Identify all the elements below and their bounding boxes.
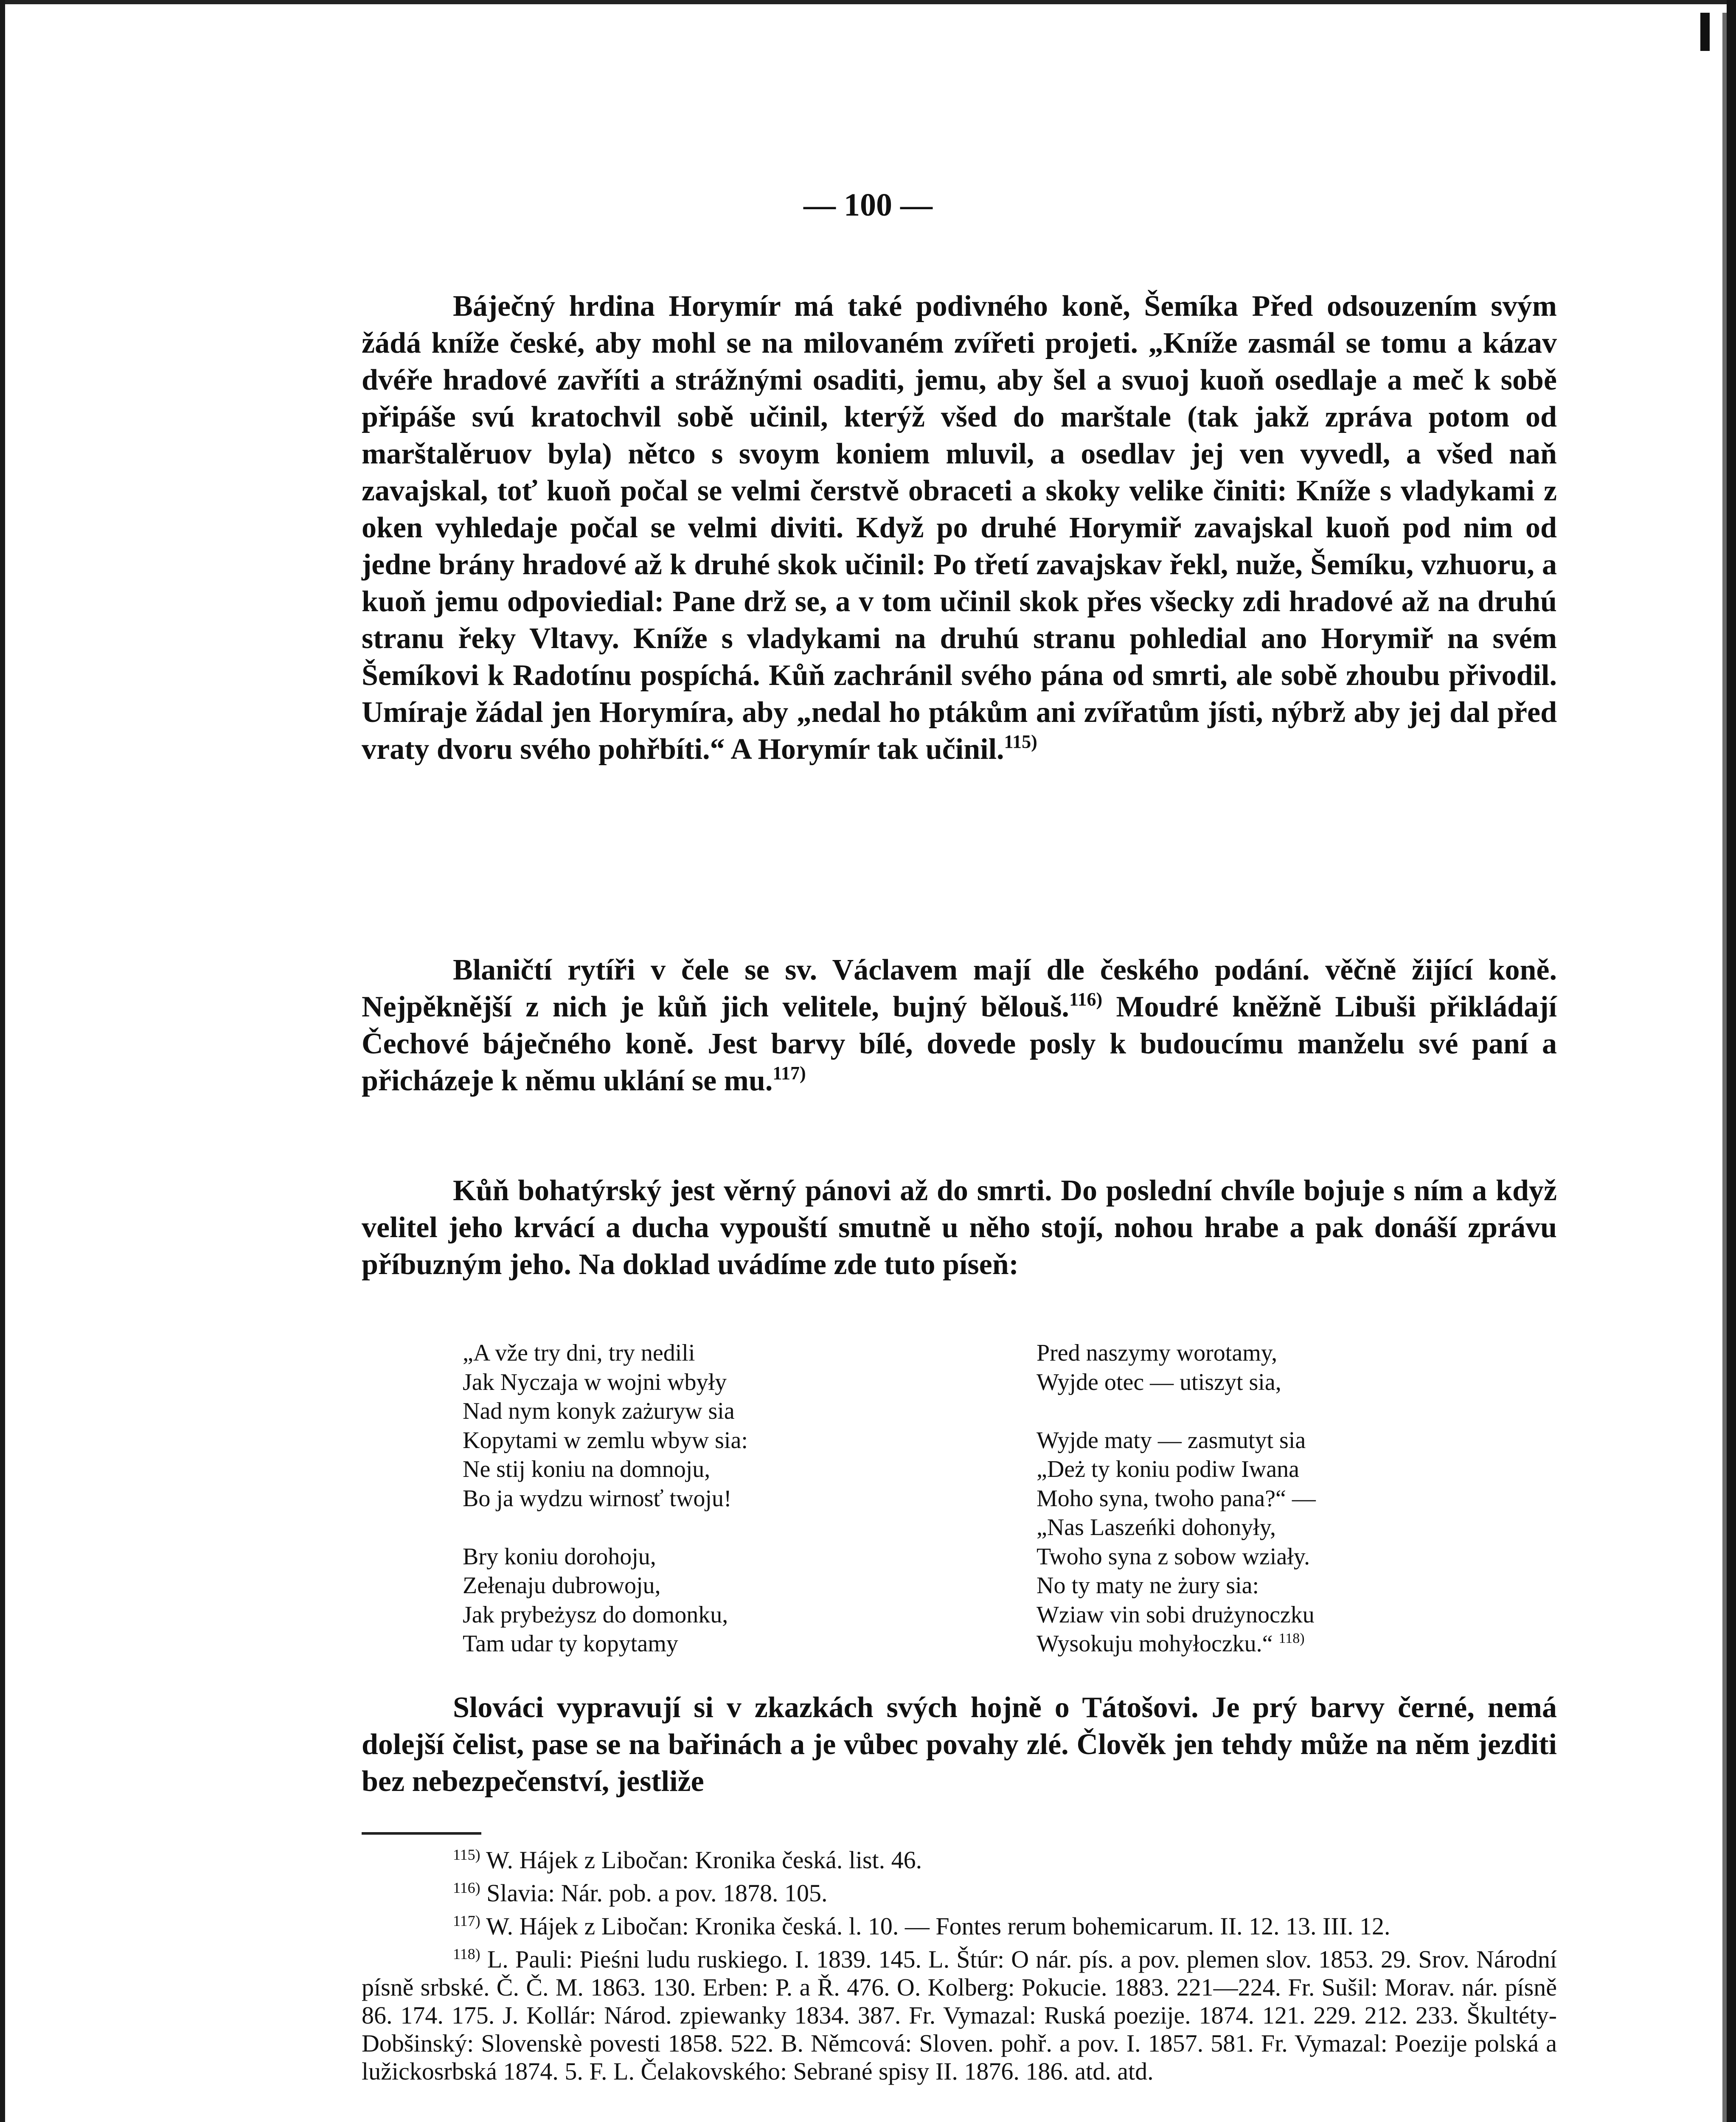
poem-line: Bo ja wydzu wirnosť twoju! — [463, 1485, 732, 1512]
footnote-number: 115) — [453, 1846, 480, 1863]
paragraph-text: Blaničtí rytíři v čele se sv. Václavem mají dle českého podání. věčně žijící koně. Nejpěknější z nich je kůň jich velitele, bujný bělouš. — [362, 954, 1557, 1023]
poem-line-text: Wysokuju mohyłoczku.“ — [1037, 1631, 1273, 1657]
poem-line: Zełenaju dubrowoju, — [463, 1572, 661, 1599]
poem-line: „A vže try dni, try nedili — [463, 1340, 695, 1366]
paragraph-blanik-knights — [362, 952, 1557, 1099]
poem-line: Nad nym konyk zażuryw sia — [463, 1398, 735, 1424]
footnote-116 — [362, 1879, 1557, 1907]
footnote-ref-118: 118) — [1278, 1631, 1305, 1646]
poem-line: Pred naszymy worotamy, — [1037, 1340, 1278, 1366]
paragraph-heroic-horse — [362, 1172, 1557, 1283]
poem-line: „Deż ty koniu podiw Iwana — [1037, 1456, 1299, 1482]
footnote-text: L. Pauli: Pieśni ludu ruskiego. I. 1839. 145. L. Štúr: O nár. pís. a pov. plemen slov. 1853. 29. Srov. Národní písně srbské. Č. Č. M. 1863. 130. Erben: P. a Ř. 476. O. Kolberg: Pokucie. 1883. 221—224. Fr. Sušil: Morav. nár. písně 86. 174. 175. J. Kollár: Národ. zpiewanky 1834. 387. Fr. Vymazal: Ruská poezije. 1874. 121. 229. 212. 233. Škultéty-Dobšinský: Slovenskè povesti 1858. 522. B. Němcová: Sloven. pohř. a pov. I. 1857. 581. Fr. Vymazal: Poezije polská a lužickosrbská 1874. 5. F. L. Čelakovského: Sebrané spisy II. 1876. 186. atd. atd. — [362, 1945, 1557, 2085]
paragraph-text: Slováci vypravují si v zkazkách svých hojně o Tátošovi. Je prý barvy černé, nemá dolejší čelist, pase se na bařinách a je vůbec povahy zlé. Člověk jen tehdy může na něm jezditi bez nebezpečenství, jestliže — [362, 1691, 1557, 1798]
poem-line: Tam udar ty kopytamy — [463, 1631, 678, 1657]
footnote-text: W. Hájek z Libočan: Kronika česká. list. 46. — [486, 1846, 922, 1874]
poem-line: Wyjde otec — utiszyt sia, — [1037, 1369, 1281, 1395]
poem-line: Twoho syna z sobow wziały. — [1037, 1543, 1310, 1570]
footnote-rule — [362, 1832, 481, 1835]
footnote-ref-116: 116) — [1069, 989, 1103, 1010]
footnote-text: W. Hájek z Libočan: Kronika česká. l. 10. — Fontes rerum bohemicarum. II. 12. 13. III. 12. — [486, 1912, 1390, 1940]
poem-line: No ty maty ne żury sia: — [1037, 1572, 1259, 1599]
stanza-gap — [1037, 1397, 1316, 1426]
poem-line: Wziaw vin sobi drużynoczku — [1037, 1601, 1315, 1628]
poem-line: Bry koniu dorohoju, — [463, 1543, 656, 1570]
poem-line: Wyjde maty — zasmutyt sia — [1037, 1427, 1306, 1454]
paragraph-horymir — [362, 288, 1557, 768]
poem-right-column — [1037, 1339, 1316, 1659]
scan-border-top — [0, 0, 1736, 4]
paragraph-text: Kůň bohatýrský jest věrný pánovi až do smrti. Do poslední chvíle bojuje s ním a když velitel jeho krvácí a ducha vypouští smutně u něho stojí, nohou hrabe a pak donáší zprávu příbuzným jeho. Na doklad uvádíme zde tuto píseň: — [362, 1174, 1557, 1281]
footnote-text: Slavia: Nár. pob. a pov. 1878. 105. — [486, 1879, 828, 1907]
footnotes — [362, 1846, 1557, 2091]
poem-line: Ne stij koniu na domnoju, — [463, 1456, 711, 1482]
paragraph-text: Moudré kněžně Libuši přikládají Čechové báječného koně. Jest barvy bílé, dovede posly k budoucímu manželu své paní a přicházeje k němu uklání se mu. — [362, 991, 1557, 1097]
footnote-number: 117) — [453, 1912, 480, 1929]
poem-line: „Nas Laszeńki dohonyły, — [1037, 1514, 1276, 1541]
poem-left-column — [463, 1339, 748, 1659]
poem-line-last — [1037, 1629, 1316, 1659]
footnote-number: 116) — [453, 1879, 480, 1896]
footnote-118 — [362, 1945, 1557, 2086]
footnote-117 — [362, 1912, 1557, 1940]
footnote-115 — [362, 1846, 1557, 1874]
scan-page-edge — [1722, 13, 1727, 2122]
poem-line: Kopytami w zemlu wbyw sia: — [463, 1427, 748, 1454]
stanza-gap — [463, 1513, 748, 1542]
poem-line: Moho syna, twoho pana?“ — — [1037, 1485, 1316, 1512]
paragraph-text: Báječný hrdina Horymír má také podivného koně, Šemíka Před odsouzením svým žádá kníže české, aby mohl se na milovaném zvířeti projeti. „Kníže zasmál se tomu a kázav dvéře hradové zavříti a strážnými osaditi, jemu, aby šel a svuoj kuoň osedlaje a meč k sobě připáše svú kratochvil sobě učinil, kterýž všed do marštale (tak jakž zpráva potom od marštalěruov byla) nětco s svoym koniem mluvil, a osedlav jej ven vyvedl, a všed naň zavajskal, toť kuoň počal se velmi čerstvě obraceti a skoky velike činiti: Kníže s vladykami z oken vyhledaje počal se velmi diviti. Když po druhé Horymiř zavajskal kuoň pod nim od jedne brány hradové až k druhé skok učinil: Po třetí zavajskav řekl, nuže, Šemíku, vzhuoru, a kuoň jemu odpoviedial: Pane drž se, a v tom učinil skok přes všecky zdi hradové až na druhú stranu řeky Vltavy. Kníže s vladykami na druhú stranu pohledial ano Horymiř na svém Šemíkovi k Radotínu pospíchá. Kůň zachránil svého pána od smrti, ale sobě zhoubu přivodil. Umíraje žádal jen Horymíra, aby „nedal ho ptákům ani zvířatům jísti, nýbrž aby jej dal před vraty dvoru svého pohřbíti.“ A Horymír tak učinil. — [362, 290, 1557, 766]
poem-line: Jak prybeżysz do domonku, — [463, 1601, 728, 1628]
poem-line: Jak Nyczaja w wojni wbyły — [463, 1369, 727, 1395]
scan-border-left — [0, 0, 5, 2122]
footnote-number: 118) — [453, 1945, 480, 1962]
footnote-ref-115: 115) — [1004, 731, 1037, 752]
paragraph-tatos — [362, 1689, 1557, 1800]
scan-border-right — [1727, 0, 1736, 2122]
footnote-ref-117: 117) — [772, 1063, 806, 1083]
scan-corner-mark — [1700, 13, 1710, 51]
page-number: — 100 — — [803, 187, 933, 223]
